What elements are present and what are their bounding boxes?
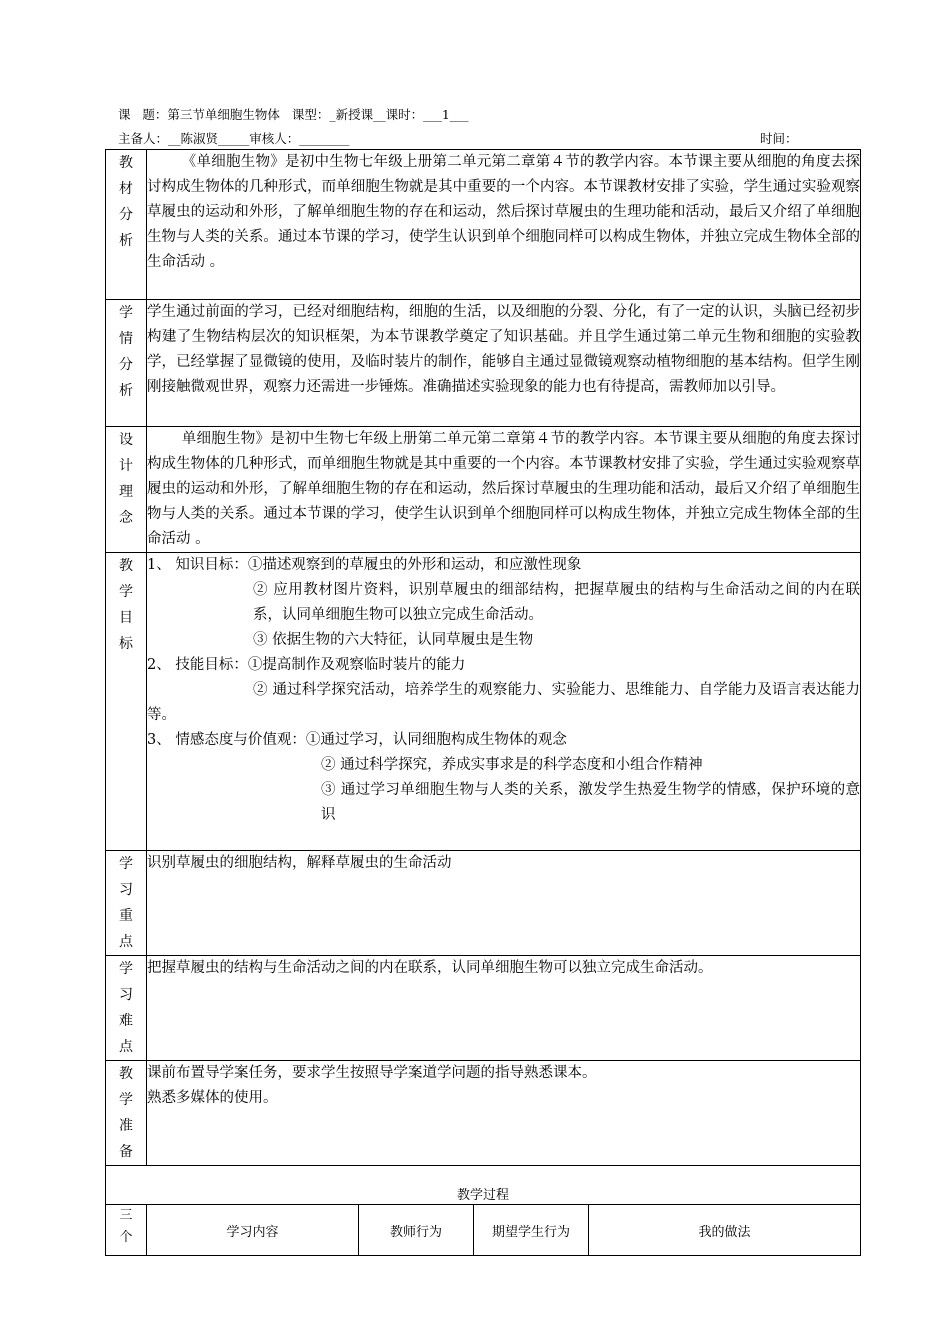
label-teaching-goals — [106, 553, 147, 851]
label-char: 点 — [119, 934, 133, 950]
label-difficult-points — [106, 956, 147, 1061]
column-student-behavior: 期望学生行为 — [474, 1205, 589, 1255]
row-key-points — [106, 851, 861, 956]
label-char: 准 — [119, 1118, 133, 1134]
label-key-points — [106, 851, 147, 956]
label-design-concept — [106, 427, 147, 553]
label-char: 习 — [119, 987, 133, 1003]
label-char: 点 — [119, 1039, 133, 1055]
label-char: 材 — [119, 181, 133, 197]
teaching-prep-text — [147, 1061, 861, 1166]
label-char: 析 — [119, 383, 133, 399]
label-student-analysis — [106, 300, 147, 427]
label-teaching-prep — [106, 1061, 147, 1166]
label-char: 难 — [119, 1013, 133, 1029]
row-design-concept — [106, 427, 861, 553]
label-char: 标 — [119, 636, 133, 652]
difficult-points-paragraph: 把握草履虫的结构与生命活动之间的内在联系，认同单细胞生物可以独立完成生命活动。 — [147, 960, 713, 976]
label-char: 计 — [119, 458, 133, 474]
label-char: 分 — [119, 357, 133, 373]
textbook-analysis-paragraph: 《单细胞生物》是初中生物七年级上册第二单元第二章第４节的教学内容。本节课主要从细胞的角度去探讨构成生物体的几种形式，而单细胞生物就是其中重要的一个内容。本节课教材安排了实验，学生通过实验观察草履虫的运动和外形，了解单细胞生物的存在和运动，然后探讨草履虫的生理功能和活动，最后又介绍了单细胞生物与人类的关系。通过本节课的学习，使学生认识到单个细胞同样可以构成生物体，并独立完成生物体全部的生命活动 。 — [147, 154, 860, 270]
label-char: 个 — [119, 1230, 133, 1245]
process-columns-cell — [147, 1205, 861, 1256]
label-char: 析 — [119, 233, 133, 249]
column-learning-content: 学习内容 — [226, 1224, 279, 1240]
label-char: 教 — [119, 1066, 133, 1082]
knowledge-goal-1: 1、 知识目标：①描述观察到的草履虫的外形和运动，和应激性现象 — [147, 557, 582, 573]
column-teacher-behavior: 教师行为 — [359, 1205, 474, 1255]
label-char: 重 — [119, 908, 133, 924]
label-char: 习 — [119, 882, 133, 898]
student-analysis-text — [147, 300, 861, 427]
preparer-line: 主备人：__陈淑贤_____审核人：________ — [118, 131, 350, 146]
skill-goal-2: ② 通过科学探究活动，培养学生的观察能力、实验能力、思维能力、自学能力及语言表达能力等。 — [147, 682, 860, 723]
difficult-points-text — [147, 956, 861, 1061]
label-char: 学 — [119, 305, 133, 321]
key-points-paragraph: 识别草履虫的细胞结构，解释草履虫的生命活动 — [147, 855, 452, 871]
process-title: 教学过程 — [456, 1187, 509, 1203]
label-char: 分 — [119, 207, 133, 223]
prep-line-2: 熟悉多媒体的使用。 — [147, 1090, 278, 1106]
label-char: 教 — [119, 155, 133, 171]
label-char: 学 — [119, 856, 133, 872]
label-char: 教 — [119, 558, 133, 574]
label-char: 学 — [119, 961, 133, 977]
process-title-cell — [106, 1166, 861, 1205]
label-textbook-analysis — [106, 150, 147, 300]
label-char: 情 — [119, 331, 133, 347]
label-char: 设 — [119, 432, 133, 448]
label-char: 三 — [119, 1208, 133, 1223]
row-student-analysis — [106, 300, 861, 427]
label-char: 目 — [119, 610, 133, 626]
knowledge-goal-2: ② 应用教材图片资料，识别草履虫的细部结构，把握草履虫的结构与生命活动之间的内在联系，认同单细胞生物可以独立完成生命活动。 — [253, 582, 860, 623]
process-columns-table — [147, 1205, 860, 1255]
label-process-row — [106, 1205, 147, 1256]
row-teaching-prep — [106, 1061, 861, 1166]
lesson-title-line: 课 题：第三节单细胞生物体 课型：_新授课__课时：___1___ — [118, 107, 469, 122]
label-char: 备 — [119, 1144, 133, 1160]
row-process-columns — [106, 1205, 861, 1256]
label-char: 念 — [119, 510, 133, 526]
label-char: 学 — [119, 584, 133, 600]
textbook-analysis-text — [147, 150, 861, 300]
key-points-text — [147, 851, 861, 956]
teaching-goals-text — [147, 553, 861, 851]
skill-goal-1: 2、 技能目标：①提高制作及观察临时装片的能力 — [147, 657, 466, 673]
label-char: 学 — [119, 1092, 133, 1108]
design-concept-text — [147, 427, 861, 553]
knowledge-goal-3: ③ 依据生物的六大特征，认同草履虫是生物 — [253, 632, 534, 648]
label-char: 理 — [119, 484, 133, 500]
emotion-goal-3: ③ 通过学习单细胞生物与人类的关系，激发学生热爱生物学的情感，保护环境的意识 — [321, 782, 860, 823]
row-difficult-points — [106, 956, 861, 1061]
row-process-title — [106, 1166, 861, 1205]
emotion-goal-2: ② 通过科学探究，养成实事求是的科学态度和小组合作精神 — [321, 757, 703, 773]
lesson-plan-table — [105, 149, 861, 1256]
row-textbook-analysis — [106, 150, 861, 300]
emotion-goal-1: 3、 情感态度与价值观：①通过学习，认同细胞构成生物体的观念 — [147, 732, 567, 748]
column-my-approach: 我的做法 — [589, 1205, 861, 1255]
row-teaching-goals — [106, 553, 861, 851]
time-label: 时间： — [760, 131, 798, 146]
design-concept-paragraph: 单细胞生物》是初中生物七年级上册第二单元第二章第４节的教学内容。本节课主要从细胞的角度去探讨构成生物体的几种形式，而单细胞生物就是其中重要的一个内容。本节课教材安排了实验，学生通过实验观察草履虫的运动和外形，了解单细胞生物的存在和运动，然后探讨草履虫的生理功能和活动，最后又介绍了单细胞生物与人类的关系。通过本节课的学习，使学生认识到单个细胞同样可以构成生物体，并独立完成生物体全部的生命活动 。 — [147, 431, 860, 547]
student-analysis-paragraph: 学生通过前面的学习，已经对细胞结构，细胞的生活，以及细胞的分裂、分化，有了一定的认识，头脑已经初步构建了生物结构层次的知识框架，为本节课教学奠定了知识基础。并且学生通过第二单元生物和细胞的实验教学，已经掌握了显微镜的使用，及临时装片的制作，能够自主通过显微镜观察动植物细胞的基本结构。但学生刚刚接触微观世界，观察力还需进一步锤炼。准确描述实验现象的能力也有待提高，需教师加以引导。 — [147, 304, 860, 395]
prep-line-1: 课前布置导学案任务，要求学生按照导学案道学问题的指导熟悉课本。 — [147, 1065, 597, 1081]
